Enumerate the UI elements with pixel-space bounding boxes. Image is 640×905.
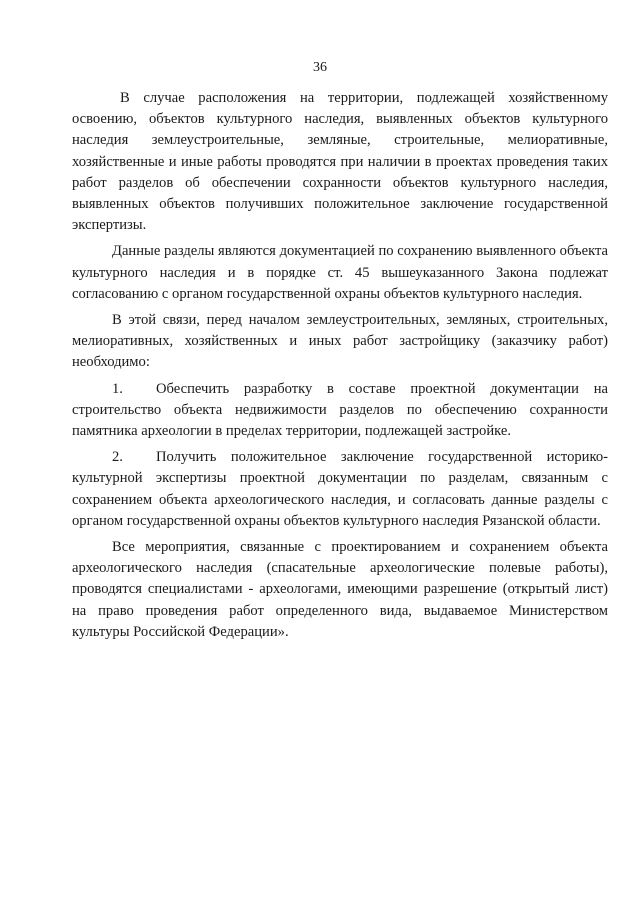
list-item-2 (72, 447, 608, 532)
page-number: 36 (313, 60, 327, 75)
paragraph-cultural-heritage-works: В случае расположения на территории, подлежащей хозяйственному освоению, объектов культурного наследия, выявленных объектов культурного наследия землеустроительные, земляные, строительные, мелиоративные, хозяйственные и иные работы проводятся при наличии в проектах проведения таких работ разделов об обеспечении сохранности объектов культурного наследия, выявленных объектов получивших положительное заключение государственной экспертизы. (72, 90, 608, 234)
list-item-2-number: 2. (112, 449, 123, 466)
paragraph-documentation-approval: Данные разделы являются документацией по сохранению выявленного объекта культурного наследия и в порядке ст. 45 вышеуказанного Закона подлежат согласованию с органом государственной охраны объектов культурного наследия. (72, 243, 608, 302)
list-item-1-text: Обеспечить разработку в составе проектной документации на строительство объекта недвижимости разделов по обеспечению сохранности памятника археологии в пределах территории, подлежащей застройке. (72, 380, 608, 440)
list-item-2-text: Получить положительное заключение государственной историко-культурной экспертизы проектной документации по разделам, связанным с сохранением объекта археологического наследия, и согласовать данные разделы с органом государственной охраны объектов культурного наследия Рязанской области. (72, 449, 608, 529)
document-body (72, 88, 608, 648)
paragraph-archaeologists: Все мероприятия, связанные с проектированием и сохранением объекта археологического наследия (спасательные археологические полевые работы), проводятся специалистами - археологами, имеющими разрешение (открытый лист) на право проведения работ определенного вида, выдаваемое Министерством культуры Российской Федерации». (72, 539, 608, 640)
list-item-1-number: 1. (112, 380, 123, 397)
list-item-1 (72, 379, 608, 443)
paragraph-developer-requirements: В этой связи, перед началом землеустроительных, земляных, строительных, мелиоративных, хозяйственных и иных работ застройщику (заказчику работ) необходимо: (72, 312, 608, 371)
